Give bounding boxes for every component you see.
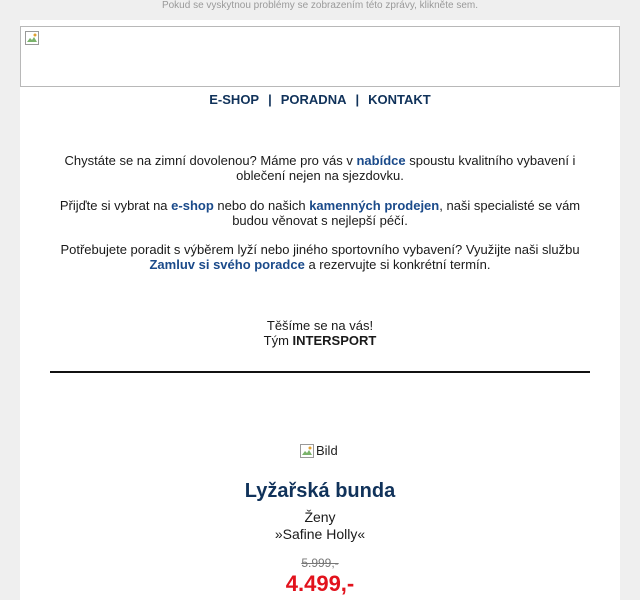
book-advisor-link[interactable]: Zamluv si svého poradce	[149, 257, 305, 272]
email-container	[20, 20, 620, 600]
intro-text: Potřebujete poradit s výběrem lyží nebo jiného sportovního vybavení? Využijte naši službu	[60, 242, 580, 257]
nav-separator: |	[355, 92, 360, 107]
product-image[interactable]	[300, 443, 338, 458]
section-divider	[50, 371, 590, 373]
brand-name: INTERSPORT	[292, 333, 377, 348]
intro-text: Chystáte se na zimní dovolenou? Máme pro vás v	[64, 153, 357, 168]
nav-eshop-link[interactable]: E-SHOP	[209, 92, 260, 107]
intro-paragraph-1	[50, 153, 590, 183]
stores-link[interactable]: kamenných prodejen	[309, 198, 440, 213]
eshop-link[interactable]: e-shop	[171, 198, 214, 213]
product-details	[20, 509, 620, 543]
intro-paragraph-3	[50, 242, 590, 272]
intro-text: a rezervujte si konkrétní termín.	[304, 257, 491, 272]
preheader	[0, 0, 640, 20]
preheader-link[interactable]: Pokud se vyskytnou problémy se zobrazením této zprávy, klikněte sem.	[161, 0, 479, 11]
nav-kontakt-link[interactable]: KONTAKT	[368, 92, 431, 107]
intro-text: spoustu kvalitního vybavení i oblečení nejen na sjezdovku.	[236, 153, 576, 183]
broken-image-icon	[300, 444, 314, 458]
product-image-alt: Bild	[316, 443, 338, 458]
intro-text: nebo do našich	[213, 198, 310, 213]
nav-poradna-link[interactable]: PORADNA	[280, 92, 347, 107]
intro-text: Přijďte si vybrat na	[59, 198, 172, 213]
new-price: 4.499,-	[285, 571, 355, 596]
product-title[interactable]: Lyžařská bunda	[244, 480, 396, 502]
team-prefix: Tým	[263, 333, 293, 348]
broken-image-icon	[25, 31, 39, 45]
nav-separator: |	[268, 92, 272, 107]
offer-link[interactable]: nabídce	[356, 153, 406, 168]
product-model: »Safine Holly«	[274, 526, 366, 542]
top-navigation	[20, 92, 620, 107]
intro-text: , naši specialisté se vám budou věnovat s nejlepší péčí.	[232, 198, 581, 228]
header-logo-image[interactable]	[20, 26, 620, 87]
intro-paragraph-2	[50, 198, 590, 228]
old-price: 5.999,-	[301, 556, 339, 570]
product-category: Ženy	[304, 509, 336, 525]
closing-greeting: Těšíme se na vás!	[266, 318, 374, 333]
closing-team	[20, 333, 620, 348]
closing-signature	[20, 318, 620, 348]
